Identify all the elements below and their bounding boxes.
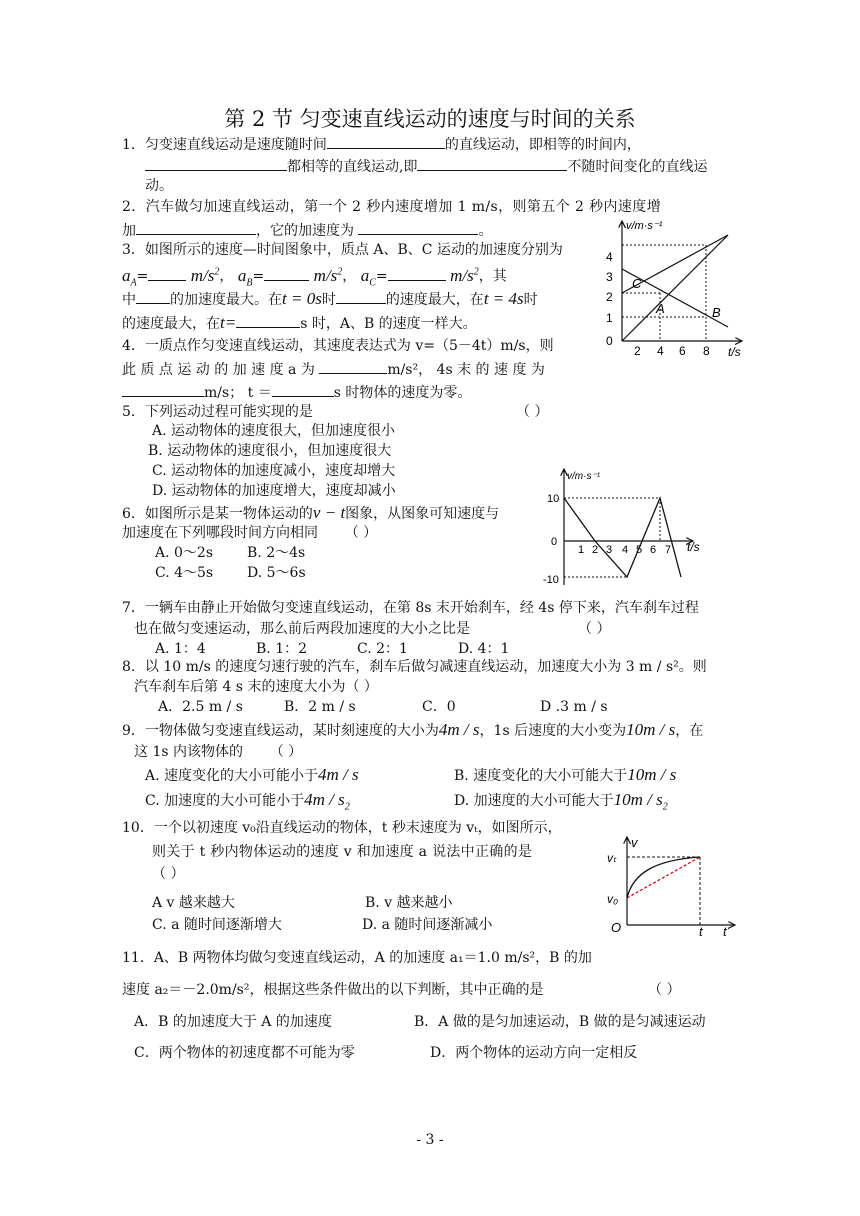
q11-line2: 速度 a₂＝－2.0m/s²，根据这些条件做出的以下判断，其中正确的是 (122, 982, 544, 998)
q8-line2: 汽车刹车后第 4 s 末的速度大小为（ ） (134, 679, 378, 695)
q8-option-c[interactable]: C．0 (422, 699, 456, 715)
x-tick: 4 (657, 344, 664, 358)
q7-option-b[interactable]: B. 1：2 (256, 641, 308, 657)
page-number: - 3 - (416, 1132, 444, 1148)
q10-line1: 10．一个以初速度 v₀沿直线运动的物体，t 秒末速度为 vₜ，如图所示， (122, 820, 562, 836)
label-c: C (632, 276, 642, 291)
q11-line1: 11．A、B 两物体均做匀变速直线运动，A 的加速度 a₁＝1.0 m/s²，B 的加 (122, 950, 592, 966)
q1-line1: 1．匀变速直线运动是速度随时间 的直线运动，即相等的时间内， (122, 133, 641, 155)
answer-paren[interactable]: （ ） (269, 744, 303, 760)
v0-label: v₀ (607, 892, 619, 906)
answer-paren[interactable]: （ ） (648, 982, 681, 998)
q9-option-c[interactable]: C. 加速度的大小可能小于$4m / s_2$ (145, 790, 350, 813)
blank[interactable] (417, 155, 567, 171)
y-axis-label: v/m·s⁻¹ (567, 471, 601, 482)
q11-option-a[interactable]: A．B 的加速度大于 A 的加速度 (134, 1014, 332, 1030)
q9-option-a[interactable]: A. 速度变化的大小可能小于4m / s (145, 765, 359, 784)
q6-option-c[interactable]: C. 4～5s (155, 565, 214, 581)
x-tick: 2 (592, 544, 599, 556)
velocity-time-graph-q6 (543, 465, 713, 590)
y-tick: 10 (547, 493, 560, 505)
q10-option-a[interactable]: A v 越来越大 (152, 895, 235, 911)
t-label: t (699, 924, 703, 938)
q5-stem: 5．下列运动过程可能实现的是 (122, 404, 313, 420)
x-axis-label: t/s (728, 345, 741, 359)
q1-line2: 都相等的直线运动,即 不随时间变化的直线运 (145, 155, 707, 177)
x-tick: 1 (578, 544, 585, 556)
q7-option-c[interactable]: C. 2：1 (357, 641, 408, 657)
q6-line2: 加速度在下列哪段时间方向相同 （ ） (122, 525, 378, 541)
y-tick: 4 (606, 250, 613, 264)
y-tick: 1 (606, 311, 613, 325)
q8-line1: 8．以 10 m/s 的速度匀速行驶的汽车，刹车后做匀减速直线运动，加速度大小为 3 m / s²。则 (122, 659, 707, 675)
blank[interactable] (148, 265, 186, 281)
q7-line2: 也在做匀变速运动，那么前后两段加速度的大小之比是 (134, 621, 470, 637)
q10-option-b[interactable]: B. v 越来越小 (365, 895, 453, 911)
x-axis-label: t/s (687, 540, 700, 554)
y-tick: 2 (606, 290, 613, 304)
blank[interactable] (272, 381, 334, 397)
label-a: A (656, 301, 665, 316)
velocity-line (564, 498, 681, 577)
q9-line1: 9．一物体做匀变速直线运动，某时刻速度的大小为4m / s，1s 后速度的大小变为10m / s，在 (122, 720, 704, 739)
x-tick: 5 (636, 544, 643, 556)
blank[interactable] (264, 265, 309, 281)
blank[interactable] (122, 381, 204, 397)
blank[interactable] (136, 219, 256, 235)
origin-label: O (611, 920, 622, 935)
y-tick: 0 (551, 536, 558, 548)
blank[interactable] (336, 288, 386, 304)
q9-option-b[interactable]: B. 速度变化的大小可能大于10m / s (454, 765, 677, 784)
q3-line4: 的速度最大，在t= s 时，A、B 的速度一样大。 (122, 313, 477, 332)
q5-option-b[interactable]: B. 运动物体的速度很小，但加速度很大 (148, 443, 392, 459)
q6-option-a[interactable]: A. 0～2s (155, 545, 214, 561)
q8-option-a[interactable]: A．2.5 m / s (158, 699, 243, 715)
q9-option-d[interactable]: D. 加速度的大小可能大于$10m / s_2$ (454, 790, 668, 813)
q6-option-b[interactable]: B. 2～4s (247, 545, 306, 561)
q10-line2: 则关于 t 秒内物体运动的速度 v 和加速度 a 说法中正确的是 (152, 844, 533, 860)
t-axis-label: t (723, 924, 727, 938)
answer-paren[interactable]: （ ） (578, 621, 611, 637)
x-tick: 3 (606, 544, 613, 556)
q4-line2: 此 质 点 运 动 的 加 速 度 a 为 m/s²， 4s 末 的 速 度 为 (122, 358, 545, 380)
q11-option-c[interactable]: C．两个物体的初速度都不可能为零 (134, 1045, 355, 1061)
blank[interactable] (327, 133, 445, 149)
q5-option-c[interactable]: C. 运动物体的加速度减小，速度却增大 (152, 463, 396, 479)
q11-option-d[interactable]: D．两个物体的运动方向一定相反 (430, 1045, 638, 1061)
vt-label: vₜ (607, 851, 617, 865)
x-tick: 2 (634, 344, 641, 358)
x-tick: 7 (665, 544, 672, 556)
answer-paren[interactable]: （ ） (344, 525, 378, 541)
velocity-time-graph-abc (600, 215, 750, 360)
q7-option-d[interactable]: D. 4：1 (458, 641, 510, 657)
q3-line3: 中 的加速度最大。在t = 0s时 的速度最大，在t = 4s时 (122, 289, 538, 308)
q9-line2: 这 1s 内该物体的 （ ） (134, 744, 303, 760)
blank[interactable] (319, 358, 387, 374)
q2-line2: 加 ，它的加速度为 。 (122, 219, 492, 241)
x-tick: 6 (679, 344, 686, 358)
blank[interactable] (136, 288, 170, 304)
q3-line1: 3．如图所示的速度—时间图象中，质点 A、B、C 运动的加速度分别为 (122, 242, 563, 258)
q10-option-c[interactable]: C. a 随时间逐渐增大 (152, 917, 282, 933)
q4-line1: 4．一质点作匀变速直线运动，其速度表达式为 v=（5－4t）m/s，则 (122, 338, 554, 354)
x-tick: 8 (703, 344, 710, 358)
blank[interactable] (388, 265, 446, 281)
y-axis-label: v/m·s⁻¹ (626, 220, 663, 232)
x-tick: 6 (650, 544, 657, 556)
blank[interactable] (236, 312, 300, 328)
page-title: 第 2 节 匀变速直线运动的速度与时间的关系 (224, 107, 636, 131)
q4-line3: m/s； t ＝ s 时物体的速度为零。 (122, 381, 471, 403)
q11-option-b[interactable]: B．A 做的是匀加速运动，B 做的是匀减速运动 (414, 1014, 706, 1030)
q7-line1: 7．一辆车由静止开始做匀变速直线运动，在第 8s 末开始刹车，经 4s 停下来，汽车刹车过程 (122, 600, 699, 616)
q8-option-d[interactable]: D .3 m / s (540, 699, 608, 715)
answer-paren[interactable]: （ ） (152, 866, 185, 882)
blank[interactable] (358, 219, 478, 235)
q8-option-b[interactable]: B．2 m / s (284, 699, 356, 715)
q10-option-d[interactable]: D. a 随时间逐渐减小 (362, 917, 493, 933)
q6-option-d[interactable]: D. 5～6s (247, 565, 306, 581)
q3-line2: $a_A= m/s^2$， $a_B= m/s^2$， $a_C= m/s^2$，其 (122, 265, 507, 289)
q1-line3: 动。 (145, 178, 173, 194)
answer-paren[interactable]: （ ） (516, 404, 549, 420)
q2-line1: 2．汽车做匀加速直线运动，第一个 2 秒内速度增加 1 m/s，则第五个 2 秒内速度增 (122, 199, 662, 215)
velocity-time-graph-q10 (605, 833, 740, 938)
y-tick: -10 (543, 574, 559, 586)
x-tick: 4 (622, 544, 629, 556)
y-tick: 3 (606, 270, 613, 284)
q7-option-a[interactable]: A. 1：4 (155, 641, 206, 657)
v-label: v (631, 835, 638, 850)
q6-line1: 6．如图所示是某一物体运动的v − t图象，从图象可知速度与 (122, 503, 500, 522)
label-b: B (712, 305, 721, 320)
q5-option-d[interactable]: D. 运动物体的加速度增大，速度却减小 (152, 483, 396, 499)
blank[interactable] (145, 155, 287, 171)
y-tick: 0 (606, 334, 613, 348)
q5-option-a[interactable]: A. 运动物体的速度很大，但加速度很小 (152, 423, 396, 439)
